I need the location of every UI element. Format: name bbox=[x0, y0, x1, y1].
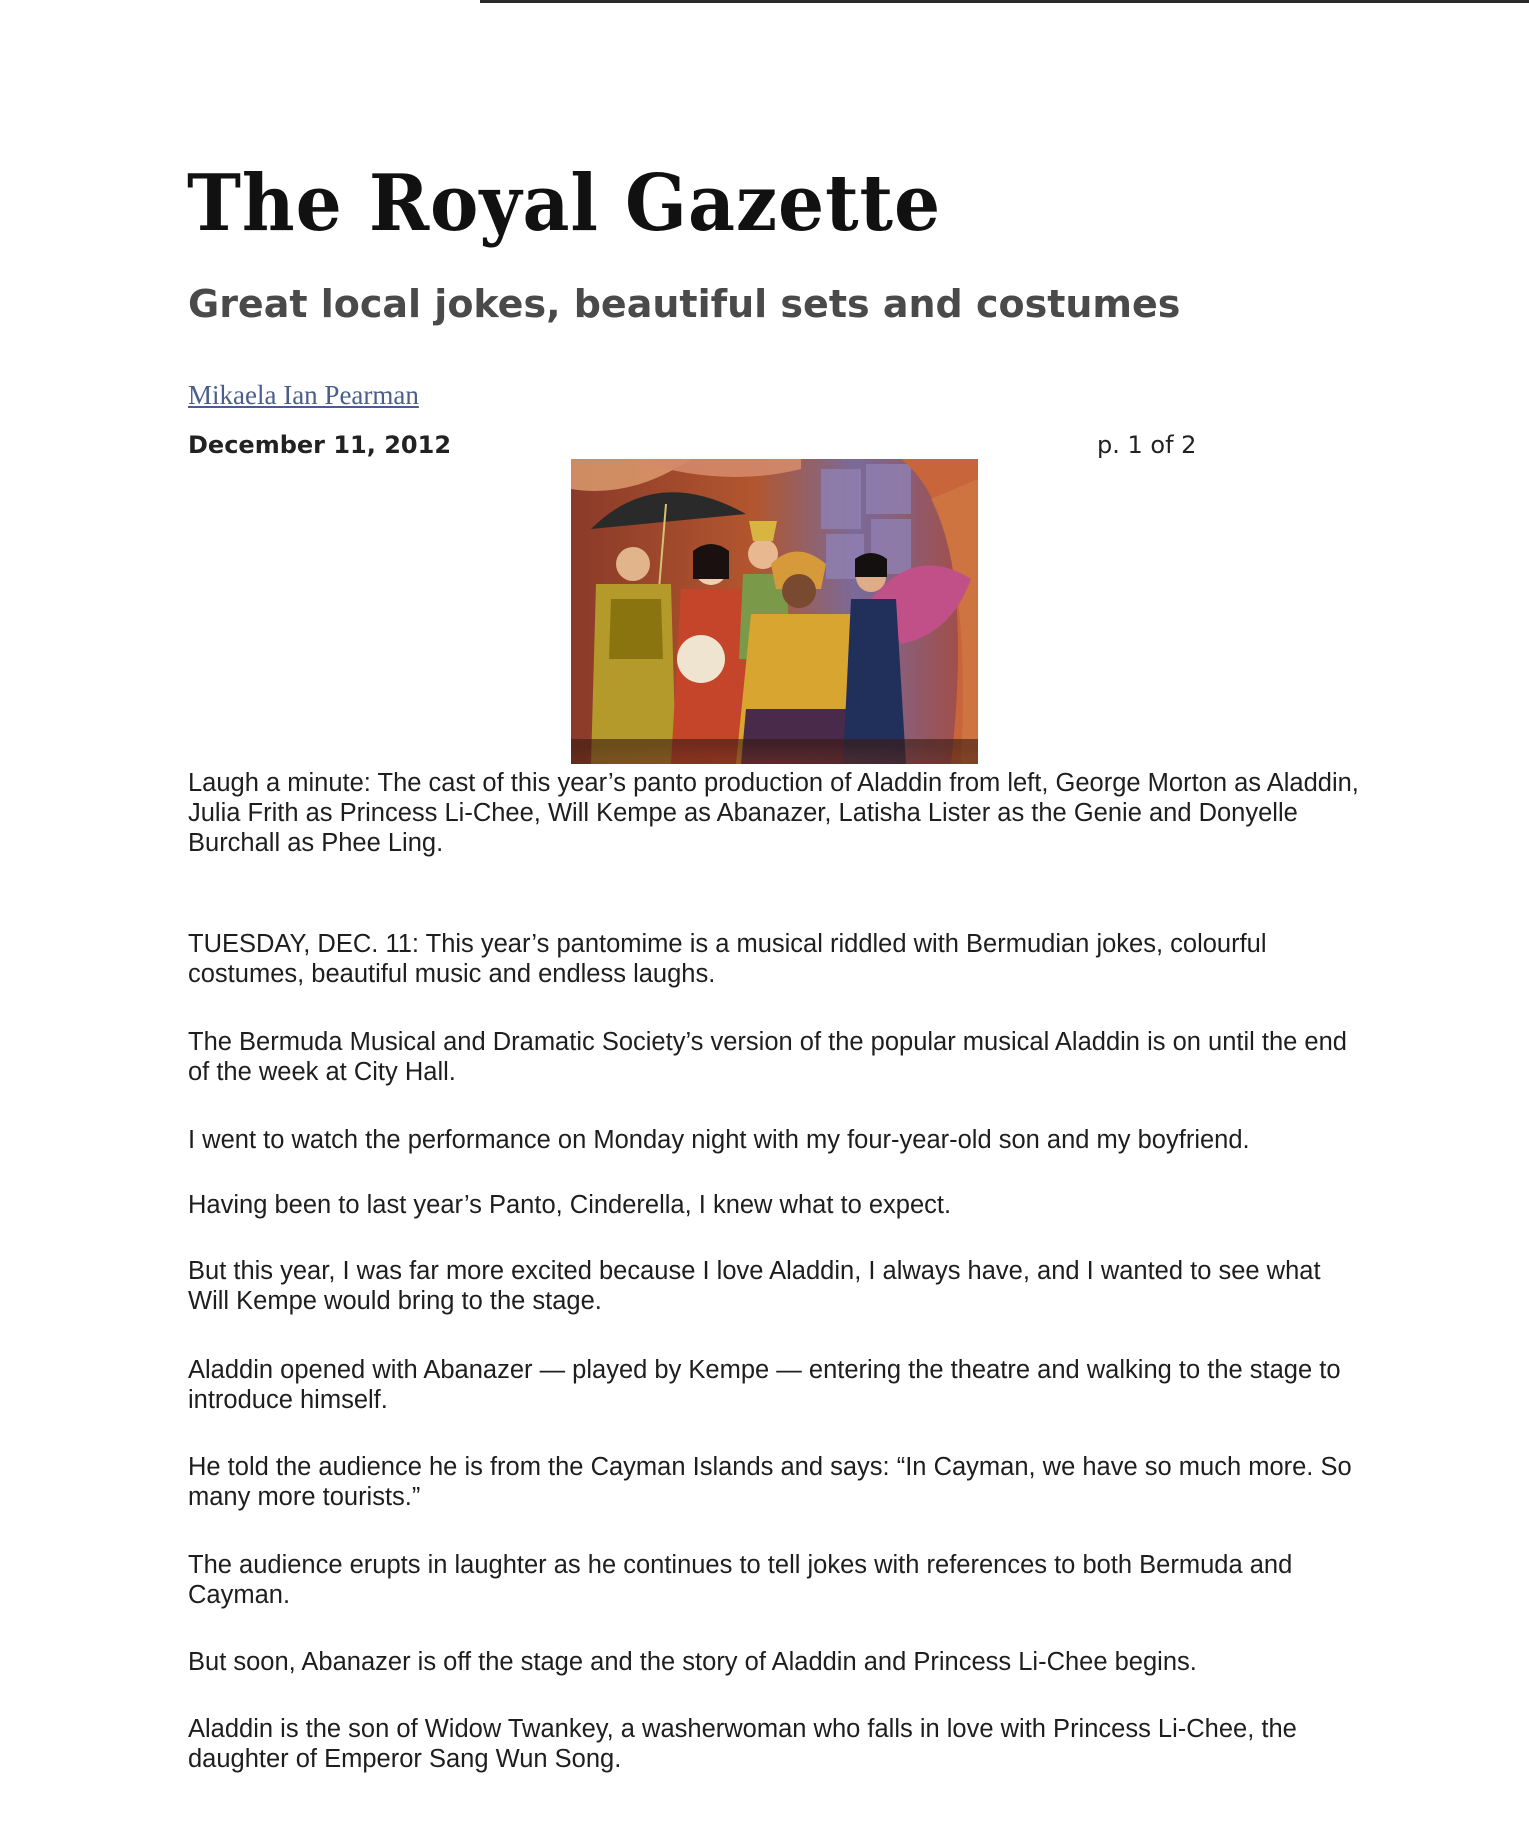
scan-edge bbox=[480, 0, 1529, 3]
article-paragraph: Aladdin opened with Abanazer — played by Kempe — entering the theatre and walking to the stage to introduce himself. bbox=[188, 1356, 1341, 1414]
article-date: December 11, 2012 bbox=[188, 431, 452, 459]
article-paragraph: TUESDAY, DEC. 11: This year’s pantomime is a musical riddled with Bermudian jokes, colourful costumes, beautiful music and endless laughs. bbox=[188, 930, 1267, 988]
article-paragraph: Aladdin is the son of Widow Twankey, a washerwoman who falls in love with Princess Li-Chee, the daughter of Emperor Sang Wun Song. bbox=[188, 1715, 1297, 1773]
article-paragraph: The Bermuda Musical and Dramatic Society’s version of the popular musical Aladdin is on until the end of the week at City Hall. bbox=[188, 1028, 1347, 1086]
masthead: The Royal Gazette bbox=[187, 158, 942, 249]
article-paragraph: I went to watch the performance on Monday night with my four-year-old son and my boyfriend. bbox=[188, 1126, 1250, 1154]
article-paragraph: The audience erupts in laughter as he continues to tell jokes with references to both Bermuda and Cayman. bbox=[188, 1551, 1293, 1609]
cast-photo bbox=[571, 459, 978, 764]
article-paragraph: But this year, I was far more excited because I love Aladdin, I always have, and I wanted to see what Will Kempe would bring to the stage. bbox=[188, 1257, 1321, 1315]
article-paragraph: Having been to last year’s Panto, Cinderella, I knew what to expect. bbox=[188, 1191, 952, 1219]
article-paragraph: But soon, Abanazer is off the stage and the story of Aladdin and Princess Li-Chee begins. bbox=[188, 1648, 1197, 1676]
author-link[interactable]: Mikaela Ian Pearman bbox=[188, 380, 419, 410]
photo-caption: Laugh a minute: The cast of this year’s panto production of Aladdin from left, George Morton as Aladdin, Julia Frith as Princess Li-Chee, Will Kempe as Abanazer, Latisha Lister as the Genie and Donyelle Burchall as Phee Ling. bbox=[188, 769, 1359, 857]
page-indicator: p. 1 of 2 bbox=[1097, 431, 1197, 459]
article-paragraph: He told the audience he is from the Cayman Islands and says: “In Cayman, we have so much more. So many more tourists.” bbox=[188, 1453, 1352, 1511]
headline: Great local jokes, beautiful sets and costumes bbox=[188, 282, 1181, 326]
